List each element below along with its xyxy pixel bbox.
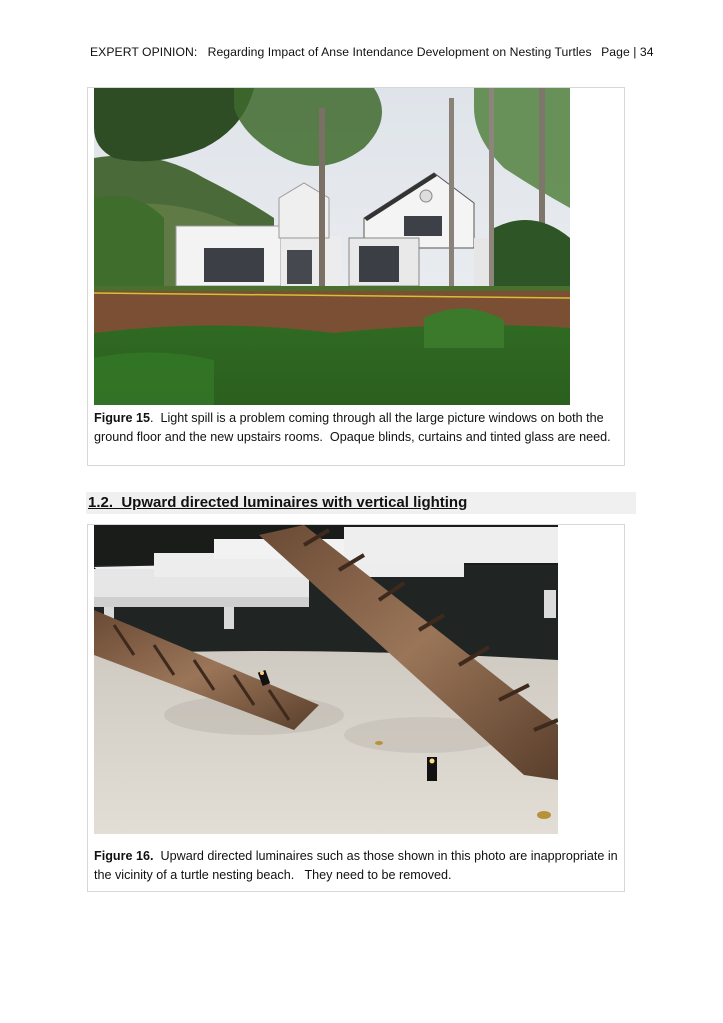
figure-15-photo bbox=[94, 88, 570, 405]
header-page-number: Page | 34 bbox=[601, 45, 654, 59]
section-heading bbox=[86, 492, 636, 514]
figure-16-caption bbox=[94, 847, 622, 884]
figure-16-photo bbox=[94, 525, 558, 834]
section-heading-text: 1.2. Upward directed luminaires with vertical lighting bbox=[88, 494, 468, 511]
figure-15-label: Figure 15 bbox=[94, 411, 150, 425]
figure-15-caption-text: . Light spill is a problem coming through all the large picture windows on both the ground floor and the new upstairs rooms. Opaque blinds, curtains and tinted glass are need. bbox=[94, 411, 611, 444]
figure-15-caption bbox=[94, 409, 618, 446]
figure-16-label: Figure 16. bbox=[94, 849, 154, 863]
header-title: EXPERT OPINION: Regarding Impact of Anse Intendance Development on Nesting Turtles bbox=[90, 45, 592, 59]
figure-16-caption-text: Upward directed luminaires such as those shown in this photo are inappropriate in the vicinity of a turtle nesting beach. They need to be removed. bbox=[94, 849, 622, 882]
page-header bbox=[90, 45, 654, 59]
